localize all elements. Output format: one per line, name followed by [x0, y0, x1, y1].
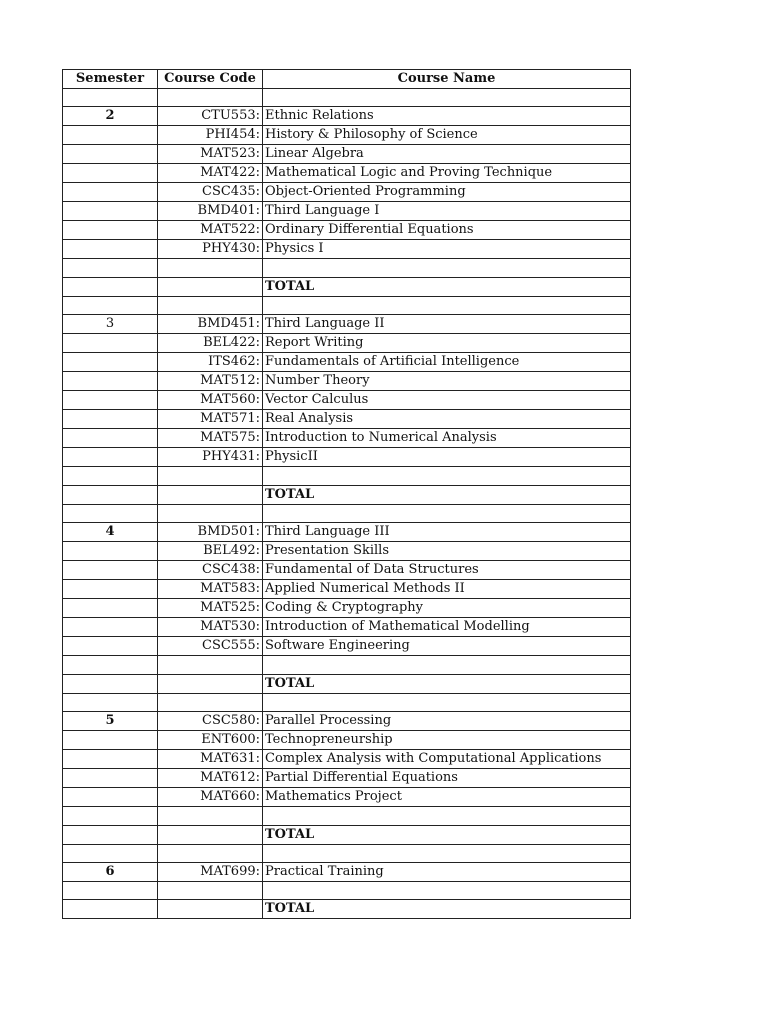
semester-cell — [63, 259, 158, 277]
course-code-cell: PHI454: — [158, 126, 263, 145]
semester-cell — [63, 561, 158, 580]
semester-cell — [63, 618, 158, 637]
course-code-cell: MAT512: — [158, 372, 263, 391]
table-row — [63, 202, 631, 221]
course-name-cell: Coding & Cryptography — [263, 599, 631, 618]
course-code-cell: CSC438: — [158, 561, 263, 580]
table-row — [63, 862, 631, 881]
course-name-cell: Ordinary Differential Equations — [263, 221, 631, 240]
semester-cell: 3 — [63, 315, 158, 334]
semester-cell — [63, 183, 158, 202]
course-name-cell: Practical Training — [263, 862, 631, 881]
semester-cell — [63, 89, 158, 107]
table-row — [63, 410, 631, 429]
table-row — [63, 542, 631, 561]
total-label: TOTAL — [263, 485, 631, 504]
semester-cell: 4 — [63, 523, 158, 542]
course-name-cell — [263, 467, 631, 485]
table-row — [63, 353, 631, 372]
semester-cell — [63, 900, 158, 919]
table-row — [63, 164, 631, 183]
course-code-cell: BEL492: — [158, 542, 263, 561]
course-code-cell: MAT522: — [158, 221, 263, 240]
course-code-cell — [158, 825, 263, 844]
course-name-cell — [263, 504, 631, 522]
course-code-cell: MAT660: — [158, 788, 263, 807]
table-row — [63, 277, 631, 296]
course-code-cell: BMD501: — [158, 523, 263, 542]
semester-cell — [63, 807, 158, 825]
table-row — [63, 712, 631, 731]
course-name-cell: Introduction of Mathematical Modelling — [263, 618, 631, 637]
course-name-cell: Linear Algebra — [263, 145, 631, 164]
course-code-cell: BEL422: — [158, 334, 263, 353]
course-name-cell: Complex Analysis with Computational Applications — [263, 750, 631, 769]
course-name-cell: Applied Numerical Methods II — [263, 580, 631, 599]
semester-cell — [63, 296, 158, 314]
semester-cell — [63, 637, 158, 656]
course-code-cell: CTU553: — [158, 107, 263, 126]
table-row — [63, 107, 631, 126]
course-code-cell — [158, 485, 263, 504]
course-code-cell: PHY431: — [158, 448, 263, 467]
table-row — [63, 221, 631, 240]
course-code-cell — [158, 296, 263, 314]
table-row — [63, 372, 631, 391]
table-row — [63, 145, 631, 164]
table-row — [63, 523, 631, 542]
semester-cell — [63, 769, 158, 788]
course-code-cell: ITS462: — [158, 353, 263, 372]
table-body — [63, 89, 631, 919]
table-row — [63, 693, 631, 711]
course-name-cell: Number Theory — [263, 372, 631, 391]
course-name-cell: Third Language III — [263, 523, 631, 542]
semester-cell — [63, 504, 158, 522]
course-name-cell — [263, 259, 631, 277]
header-course-code: Course Code — [158, 70, 263, 89]
table-row — [63, 769, 631, 788]
table-row — [63, 731, 631, 750]
course-name-cell: Ethnic Relations — [263, 107, 631, 126]
semester-cell — [63, 145, 158, 164]
course-code-cell — [158, 504, 263, 522]
semester-cell — [63, 731, 158, 750]
table-row — [63, 391, 631, 410]
course-code-cell: MAT575: — [158, 429, 263, 448]
course-code-cell — [158, 881, 263, 899]
table-row — [63, 618, 631, 637]
course-name-cell: Real Analysis — [263, 410, 631, 429]
course-code-cell: MAT525: — [158, 599, 263, 618]
course-name-cell: Third Language II — [263, 315, 631, 334]
course-code-cell — [158, 807, 263, 825]
course-name-cell: Fundamental of Data Structures — [263, 561, 631, 580]
semester-cell — [63, 277, 158, 296]
table-row — [63, 240, 631, 259]
semester-cell — [63, 693, 158, 711]
course-code-cell — [158, 693, 263, 711]
course-name-cell: History & Philosophy of Science — [263, 126, 631, 145]
course-code-cell: MAT699: — [158, 862, 263, 881]
semester-cell — [63, 485, 158, 504]
course-code-cell — [158, 900, 263, 919]
semester-cell: 5 — [63, 712, 158, 731]
table-row — [63, 259, 631, 277]
course-name-cell — [263, 656, 631, 674]
course-name-cell: Third Language I — [263, 202, 631, 221]
table-row — [63, 485, 631, 504]
semester-cell — [63, 580, 158, 599]
table-row — [63, 674, 631, 693]
semester-cell: 2 — [63, 107, 158, 126]
semester-cell: 6 — [63, 862, 158, 881]
course-table — [62, 69, 631, 919]
table-row — [63, 561, 631, 580]
table-row — [63, 429, 631, 448]
course-code-cell: CSC435: — [158, 183, 263, 202]
course-code-cell — [158, 259, 263, 277]
course-name-cell: Vector Calculus — [263, 391, 631, 410]
semester-cell — [63, 240, 158, 259]
course-name-cell: PhysicII — [263, 448, 631, 467]
course-code-cell: MAT631: — [158, 750, 263, 769]
semester-cell — [63, 844, 158, 862]
table-row — [63, 504, 631, 522]
course-name-cell — [263, 296, 631, 314]
table-row — [63, 126, 631, 145]
table-row — [63, 637, 631, 656]
course-code-cell: PHY430: — [158, 240, 263, 259]
course-name-cell — [263, 881, 631, 899]
course-code-cell: BMD401: — [158, 202, 263, 221]
course-code-cell: BMD451: — [158, 315, 263, 334]
total-label: TOTAL — [263, 674, 631, 693]
semester-cell — [63, 429, 158, 448]
course-code-cell: MAT530: — [158, 618, 263, 637]
course-name-cell: Mathematics Project — [263, 788, 631, 807]
table-row — [63, 788, 631, 807]
course-name-cell: Mathematical Logic and Proving Technique — [263, 164, 631, 183]
total-label: TOTAL — [263, 825, 631, 844]
semester-cell — [63, 372, 158, 391]
course-code-cell — [158, 674, 263, 693]
course-name-cell: Technopreneurship — [263, 731, 631, 750]
table-row — [63, 599, 631, 618]
course-name-cell: Object-Oriented Programming — [263, 183, 631, 202]
table-row — [63, 656, 631, 674]
table-row — [63, 844, 631, 862]
course-name-cell — [263, 807, 631, 825]
semester-cell — [63, 881, 158, 899]
semester-cell — [63, 391, 158, 410]
course-name-cell: Partial Differential Equations — [263, 769, 631, 788]
table-row — [63, 750, 631, 769]
total-label: TOTAL — [263, 277, 631, 296]
course-name-cell: Parallel Processing — [263, 712, 631, 731]
table-row — [63, 448, 631, 467]
semester-cell — [63, 334, 158, 353]
semester-cell — [63, 126, 158, 145]
semester-cell — [63, 448, 158, 467]
course-code-cell: MAT583: — [158, 580, 263, 599]
semester-cell — [63, 467, 158, 485]
semester-cell — [63, 674, 158, 693]
table-row — [63, 467, 631, 485]
semester-cell — [63, 825, 158, 844]
course-code-cell: MAT560: — [158, 391, 263, 410]
table-row — [63, 580, 631, 599]
semester-cell — [63, 542, 158, 561]
course-code-cell: MAT612: — [158, 769, 263, 788]
semester-cell — [63, 410, 158, 429]
course-name-cell: Fundamentals of Artificial Intelligence — [263, 353, 631, 372]
semester-cell — [63, 164, 158, 183]
table-row — [63, 334, 631, 353]
course-name-cell: Presentation Skills — [263, 542, 631, 561]
semester-cell — [63, 221, 158, 240]
course-name-cell: Introduction to Numerical Analysis — [263, 429, 631, 448]
semester-cell — [63, 788, 158, 807]
header-row — [63, 70, 631, 89]
semester-cell — [63, 656, 158, 674]
course-code-cell: CSC580: — [158, 712, 263, 731]
course-code-cell: CSC555: — [158, 637, 263, 656]
table-row — [63, 900, 631, 919]
semester-cell — [63, 599, 158, 618]
course-code-cell — [158, 467, 263, 485]
course-code-cell: MAT523: — [158, 145, 263, 164]
course-code-cell: ENT600: — [158, 731, 263, 750]
course-code-cell — [158, 277, 263, 296]
total-label: TOTAL — [263, 900, 631, 919]
table-row — [63, 825, 631, 844]
table-row — [63, 881, 631, 899]
table-row — [63, 89, 631, 107]
semester-cell — [63, 202, 158, 221]
course-name-cell: Report Writing — [263, 334, 631, 353]
header-course-name: Course Name — [263, 70, 631, 89]
table-row — [63, 183, 631, 202]
course-code-cell — [158, 844, 263, 862]
header-semester: Semester — [63, 70, 158, 89]
semester-cell — [63, 353, 158, 372]
table-row — [63, 315, 631, 334]
course-code-cell: MAT422: — [158, 164, 263, 183]
semester-cell — [63, 750, 158, 769]
course-code-cell — [158, 656, 263, 674]
course-name-cell — [263, 693, 631, 711]
course-name-cell: Physics I — [263, 240, 631, 259]
course-code-cell: MAT571: — [158, 410, 263, 429]
course-code-cell — [158, 89, 263, 107]
course-name-cell — [263, 844, 631, 862]
course-name-cell: Software Engineering — [263, 637, 631, 656]
table-row — [63, 807, 631, 825]
table-row — [63, 296, 631, 314]
course-name-cell — [263, 89, 631, 107]
